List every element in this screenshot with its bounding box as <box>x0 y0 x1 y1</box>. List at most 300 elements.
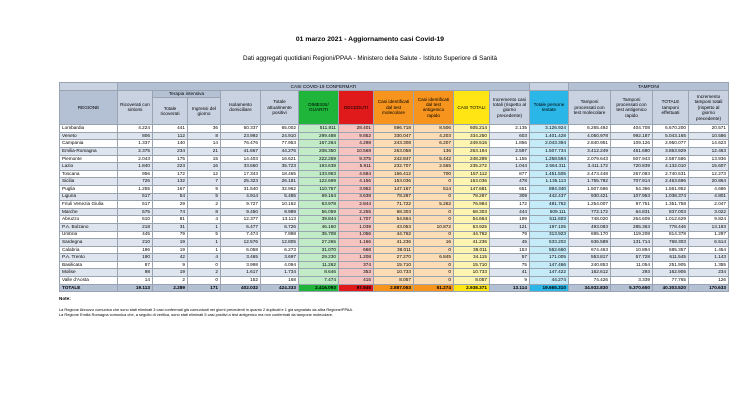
value-cell: 10.733 <box>454 269 490 277</box>
header-casi-molecolare: Casi identificati dal test molecolare <box>374 90 414 125</box>
value-cell: 481.762 <box>530 201 569 209</box>
value-cell: 1.755.782 <box>569 178 611 186</box>
value-cell: 514 <box>414 185 454 193</box>
region-cell: Sardegna <box>60 239 118 247</box>
table-row <box>60 208 729 216</box>
value-cell: 81 <box>153 216 188 224</box>
value-cell: 79 <box>153 231 188 239</box>
value-cell: 5 <box>188 231 221 239</box>
value-cell: 2.950.077 <box>653 140 689 148</box>
region-cell: Umbria <box>60 231 118 239</box>
value-cell: 16 <box>414 239 454 247</box>
value-cell: 2.887.053 <box>374 284 414 292</box>
value-cell: 35.723 <box>261 163 299 171</box>
value-cell: 2 <box>188 269 221 277</box>
value-cell: 19 <box>153 239 188 247</box>
value-cell: 15 <box>188 155 221 163</box>
header-attualmente-positivi: Totale attualmente positivi <box>261 90 299 125</box>
value-cell: 2.043 <box>118 155 153 163</box>
value-cell: 17.343 <box>221 170 261 178</box>
value-cell: 54.366 <box>611 185 653 193</box>
value-cell: 197.105 <box>530 223 569 231</box>
value-cell: 2.463.696 <box>653 178 689 186</box>
value-cell: 136 <box>414 147 454 155</box>
value-cell: 44.762 <box>454 231 490 239</box>
header-casi-confermati: CASI COVID-19 CONFERMATI <box>118 83 530 91</box>
value-cell: 0 <box>414 277 454 285</box>
value-cell: 334.250 <box>454 132 490 140</box>
value-cell: 3.339 <box>611 277 653 285</box>
value-cell: 6.845 <box>414 254 454 262</box>
value-cell: 517 <box>118 201 153 209</box>
region-cell: Lombardia <box>60 125 118 133</box>
table-row <box>60 254 729 262</box>
value-cell: 267.083 <box>611 170 653 178</box>
value-cell: 726 <box>118 178 153 186</box>
value-cell: 5.911 <box>339 163 374 171</box>
value-cell: 1.561.952 <box>653 185 689 193</box>
header-regione: REGIONE <box>60 90 118 125</box>
region-cell: Lazio <box>60 163 118 171</box>
value-cell: 32.962 <box>261 185 299 193</box>
value-cell: 424.333 <box>261 284 299 292</box>
value-cell: 12.273 <box>689 170 729 178</box>
header-casi-antigenico: Casi identificati dal test antigenico rapido <box>414 90 454 125</box>
value-cell: 1.143 <box>689 254 729 262</box>
value-cell: 44.274 <box>530 277 569 285</box>
value-cell: 451.680 <box>611 147 653 155</box>
region-cell: Veneto <box>60 132 118 140</box>
value-cell: 4.686 <box>689 185 729 193</box>
value-cell: 1.039 <box>339 223 374 231</box>
value-cell: 8.506 <box>414 125 454 133</box>
value-cell: 415 <box>339 277 374 285</box>
value-cell: 14 <box>188 140 221 148</box>
value-cell: 3.411.172 <box>569 163 611 171</box>
value-cell: 76.476 <box>221 140 261 148</box>
value-cell: 41 <box>490 269 530 277</box>
value-cell: 444 <box>490 208 530 216</box>
value-cell: 1 <box>188 246 221 254</box>
value-cell: 10.733 <box>374 269 414 277</box>
value-cell: 0 <box>414 269 454 277</box>
value-cell: 0 <box>188 261 221 269</box>
table-row <box>60 231 729 239</box>
value-cell: 1.155 <box>490 155 530 163</box>
value-cell: 2.255 <box>339 208 374 216</box>
value-cell: 147.422 <box>530 269 569 277</box>
value-cell: 78.287 <box>374 193 414 201</box>
value-cell: 0 <box>414 246 454 254</box>
value-cell: 685.357 <box>653 246 689 254</box>
value-cell: 2.375 <box>118 147 153 155</box>
value-cell: 2.564.311 <box>530 163 569 171</box>
value-cell: 1.734 <box>261 269 299 277</box>
value-cell: 9 <box>153 261 188 269</box>
value-cell: 196 <box>118 246 153 254</box>
value-cell: 132 <box>153 178 188 186</box>
value-cell: 651 <box>490 185 530 193</box>
value-cell: 1.135.113 <box>530 178 569 186</box>
value-cell: 3.952 <box>339 185 374 193</box>
value-cell: 53.925 <box>454 223 490 231</box>
value-cell: 2.840.951 <box>569 140 611 148</box>
value-cell: 5.370.650 <box>611 284 653 292</box>
value-cell: 9 <box>188 185 221 193</box>
value-cell: 40.303.520 <box>653 284 689 292</box>
value-cell: 20.571 <box>689 125 729 133</box>
value-cell: 208.350 <box>299 147 339 155</box>
region-cell: P.A. Bolzano <box>60 223 118 231</box>
value-cell: 10.872 <box>414 223 454 231</box>
value-cell: 27.270 <box>374 254 414 262</box>
notes-title: Note: <box>59 296 71 301</box>
value-cell: 75 <box>490 261 530 269</box>
value-cell: 87 <box>118 261 153 269</box>
value-cell: 3.465 <box>221 254 261 262</box>
value-cell: 511.603 <box>530 216 569 224</box>
value-cell: 31.540 <box>221 185 261 193</box>
region-cell: Molise <box>60 269 118 277</box>
value-cell: 4.801 <box>689 193 729 201</box>
value-cell: 162.905 <box>653 269 689 277</box>
value-cell: 6.726 <box>261 223 299 231</box>
value-cell: 636.589 <box>569 239 611 247</box>
value-cell: 112 <box>153 132 188 140</box>
value-cell: 97.751 <box>611 201 653 209</box>
region-cell: Piemonte <box>60 155 118 163</box>
value-cell: 2.587.586 <box>653 155 689 163</box>
value-cell: 493.083 <box>569 223 611 231</box>
header-ricoverati: Ricoverati con sintomi <box>118 90 153 125</box>
region-cell: Liguria <box>60 193 118 201</box>
value-cell: 13.114 <box>490 284 530 292</box>
value-cell: 707.914 <box>611 178 653 186</box>
value-cell: 1.507.586 <box>569 185 611 193</box>
value-cell: 33.660 <box>221 163 261 171</box>
value-cell: 119.208 <box>611 231 653 239</box>
value-cell: 0 <box>188 277 221 285</box>
table-row <box>60 185 729 193</box>
value-cell: 6.207 <box>414 140 454 148</box>
value-cell: 78.287 <box>454 193 490 201</box>
value-cell: 553.817 <box>569 254 611 262</box>
value-cell: 25.323 <box>221 178 261 186</box>
value-cell: 147.466 <box>530 261 569 269</box>
value-cell: 4.298 <box>339 140 374 148</box>
value-cell: 2.289 <box>153 284 188 292</box>
value-cell: 674.463 <box>569 246 611 254</box>
value-cell: 552.660 <box>530 246 569 254</box>
value-cell: 31 <box>153 223 188 231</box>
value-cell: 8.646 <box>299 269 339 277</box>
value-cell: 748.020 <box>569 216 611 224</box>
value-cell: 147.167 <box>374 185 414 193</box>
value-cell: 77.765 <box>653 277 689 285</box>
value-cell: 2 <box>188 201 221 209</box>
value-cell: 7.474 <box>299 277 339 285</box>
value-cell: 0 <box>414 216 454 224</box>
value-cell: 2.043.394 <box>530 140 569 148</box>
value-cell: 248.289 <box>454 155 490 163</box>
value-cell: 5.043.165 <box>653 132 689 140</box>
value-cell: 193.638 <box>299 163 339 171</box>
value-cell: 234 <box>689 269 729 277</box>
value-cell: 1.401.428 <box>530 132 569 140</box>
value-cell: 20.864 <box>689 178 729 186</box>
value-cell: 7.474 <box>221 231 261 239</box>
value-cell: 511.811 <box>299 125 339 133</box>
value-cell: 9.852 <box>339 132 374 140</box>
value-cell: 2.565 <box>414 163 454 171</box>
value-cell: 10.568 <box>339 147 374 155</box>
value-cell: 611.545 <box>653 254 689 262</box>
value-cell: 1.351.758 <box>653 201 689 209</box>
value-cell: 122.699 <box>299 178 339 186</box>
value-cell: 0 <box>414 261 454 269</box>
value-cell: 509.111 <box>530 208 569 216</box>
header-empty <box>530 83 569 91</box>
value-cell: 3.998 <box>221 261 261 269</box>
value-cell: 77.953 <box>261 140 299 148</box>
value-cell: 24.910 <box>261 132 299 140</box>
value-cell: 12.377 <box>221 216 261 224</box>
value-cell: 28.401 <box>339 125 374 133</box>
region-cell: Sicilia <box>60 178 118 186</box>
value-cell: 10.162 <box>261 201 299 209</box>
header-persone-testate: Totale persone testate <box>530 90 569 125</box>
value-cell: 353 <box>339 269 374 277</box>
value-cell: 16 <box>188 163 221 171</box>
header-incremento-casi: Incremento casi totali (rispetto al giorno precedente) <box>490 90 530 125</box>
value-cell: 9.727 <box>221 201 261 209</box>
value-cell: 772.172 <box>569 208 611 216</box>
value-cell: 3.863.929 <box>653 147 689 155</box>
value-cell: 64.831 <box>611 208 653 216</box>
value-cell: 162.612 <box>569 269 611 277</box>
value-cell: 167 <box>153 185 188 193</box>
value-cell: 140 <box>153 140 188 148</box>
table-row <box>60 147 729 155</box>
region-cell: Abruzzo <box>60 216 118 224</box>
value-cell: 15.710 <box>374 261 414 269</box>
value-cell: 152 <box>221 277 261 285</box>
value-cell: 0 <box>414 193 454 201</box>
value-cell: 13.113 <box>261 216 299 224</box>
value-cell: 29 <box>153 201 188 209</box>
region-cell: P.A. Trento <box>60 254 118 262</box>
value-cell: 2.844 <box>339 201 374 209</box>
table-body <box>60 125 729 292</box>
value-cell: 1.707 <box>339 216 374 224</box>
value-cell: 153.036 <box>454 178 490 186</box>
value-cell: 218 <box>118 223 153 231</box>
value-cell: 74 <box>153 208 188 216</box>
page-title: 01 marzo 2021 - Aggiornamento casi Covid-19 <box>295 36 445 43</box>
value-cell: 263.058 <box>374 147 414 155</box>
value-cell: 603 <box>490 132 530 140</box>
value-cell: 121 <box>490 223 530 231</box>
value-cell: 5.442 <box>414 155 454 163</box>
value-cell: 13.936 <box>689 155 729 163</box>
value-cell: 190 <box>118 254 153 262</box>
value-cell: 404.708 <box>611 125 653 133</box>
value-cell: 9.375 <box>339 155 374 163</box>
value-cell: 0 <box>414 178 454 186</box>
value-cell: 2.473.448 <box>569 170 611 178</box>
value-cell: 210 <box>118 239 153 247</box>
value-cell: 1.208 <box>339 254 374 262</box>
value-cell: 768.303 <box>653 239 689 247</box>
value-cell: 3.126.924 <box>530 125 569 133</box>
value-cell: 31.070 <box>299 246 339 254</box>
value-cell: 4.094 <box>261 261 299 269</box>
value-cell: 79 <box>490 231 530 239</box>
value-cell: 1.297 <box>689 231 729 239</box>
region-cell: Marche <box>60 208 118 216</box>
value-cell: 223 <box>153 163 188 171</box>
value-cell: 814.378 <box>653 231 689 239</box>
value-cell: 4.914 <box>221 193 261 201</box>
value-cell: 2.135 <box>490 125 530 133</box>
value-cell: 242.847 <box>374 155 414 163</box>
table-row <box>60 269 729 277</box>
value-cell: 41.236 <box>374 239 414 247</box>
value-cell: 243.308 <box>374 140 414 148</box>
value-cell: 14 <box>118 277 153 285</box>
value-cell: 57.728 <box>611 254 653 262</box>
table-row <box>60 163 729 171</box>
value-cell: 10.894 <box>611 246 653 254</box>
header-casi-totali: CASI TOTALI <box>454 90 490 125</box>
value-cell: 153.036 <box>374 178 414 186</box>
value-cell: 8.057 <box>454 277 490 285</box>
value-cell: 71.722 <box>374 201 414 209</box>
value-cell: 7.998 <box>261 231 299 239</box>
value-cell: 110.767 <box>299 185 339 193</box>
value-cell: 41.236 <box>454 239 490 247</box>
value-cell: 14.403 <box>221 155 261 163</box>
value-cell: 157.112 <box>454 170 490 178</box>
table-row <box>60 223 729 231</box>
value-cell: 2.079.643 <box>569 155 611 163</box>
value-cell: 63.978 <box>299 201 339 209</box>
value-cell: 235.272 <box>454 163 490 171</box>
value-cell: 402.032 <box>221 284 261 292</box>
header-tamponi-molecolare: Tamponi processati con test molecolare <box>569 90 611 125</box>
value-cell: 39.844 <box>299 216 339 224</box>
region-cell: Calabria <box>60 246 118 254</box>
value-cell: 8 <box>188 208 221 216</box>
value-cell: 2.047 <box>689 201 729 209</box>
value-cell: 131.714 <box>611 239 653 247</box>
region-cell: Toscana <box>60 170 118 178</box>
value-cell: 441 <box>153 125 188 133</box>
value-cell: 956 <box>118 170 153 178</box>
note-line: La Regione Abruzzo comunica che sono stati eliminati 3 casi confermati già comunicati nei giorni precedenti in quanto 2 duplicati e 1 già segnalato da altra Regione/PPAA. <box>59 307 354 313</box>
value-cell: 1.038.374 <box>653 193 689 201</box>
value-cell: 222.259 <box>299 155 339 163</box>
table-row <box>60 132 729 140</box>
value-cell: 10.586 <box>689 132 729 140</box>
value-cell: 109.126 <box>611 140 653 148</box>
value-cell: 4.050.978 <box>569 132 611 140</box>
value-cell: 1.617 <box>221 269 261 277</box>
value-cell: 3.022 <box>689 208 729 216</box>
value-cell: 4.132.010 <box>653 163 689 171</box>
value-cell: 156.412 <box>374 170 414 178</box>
header-terapia-intensiva: Terapia intensiva <box>153 90 221 98</box>
region-cell: Friuli Venezia Giulia <box>60 201 118 209</box>
value-cell: 517 <box>118 193 153 201</box>
header-tamponi-totali: TOTALE tamponi effettuati <box>653 90 689 125</box>
value-cell: 700 <box>414 170 454 178</box>
value-cell: 293 <box>611 269 653 277</box>
value-cell: 6.477 <box>221 223 261 231</box>
notes <box>59 296 659 318</box>
value-cell: 6.058 <box>221 246 261 254</box>
value-cell: 12.463 <box>689 147 729 155</box>
header-incremento-tamponi: Incremento tamponi totali (rispetto al giorno precedente) <box>689 90 729 125</box>
value-cell: 11.054 <box>611 261 653 269</box>
value-cell: 264.609 <box>611 216 653 224</box>
value-cell: 232.707 <box>374 163 414 171</box>
value-cell: 54.664 <box>454 216 490 224</box>
value-cell: 11.262 <box>299 261 339 269</box>
region-cell: Valle d'Aosta <box>60 277 118 285</box>
value-cell: 9.450 <box>221 208 261 216</box>
value-cell: 56.059 <box>299 208 339 216</box>
value-cell: 54.664 <box>374 216 414 224</box>
value-cell: 42 <box>153 254 188 262</box>
value-cell: 4.203 <box>414 132 454 140</box>
region-cell: TOTALE <box>60 284 118 292</box>
value-cell: 877 <box>490 170 530 178</box>
covid-data-table <box>59 82 729 292</box>
value-cell: 126 <box>689 277 729 285</box>
value-cell: 29.230 <box>299 254 339 262</box>
value-cell: 19 <box>153 269 188 277</box>
value-cell: 51.274 <box>414 284 454 292</box>
value-cell: 168 <box>261 277 299 285</box>
value-cell: 45 <box>490 239 530 247</box>
value-cell: 2.938.371 <box>454 284 490 292</box>
value-cell: 1.258.594 <box>530 155 569 163</box>
value-cell: 46.160 <box>299 223 339 231</box>
value-cell: 107.953 <box>611 193 653 201</box>
value-cell: 240.853 <box>569 261 611 269</box>
value-cell: 5.485 <box>261 193 299 201</box>
header-ingressi-giorno: Ingressi del giorno <box>188 98 221 125</box>
value-cell: 330.047 <box>374 132 414 140</box>
value-cell: 69.164 <box>299 193 339 201</box>
page-subtitle: Dati aggregati quotidiani Regioni/PPAA - Ministero della Salute - Istituto Superiore di Sanità <box>243 55 497 62</box>
value-cell: 26.181 <box>261 178 299 186</box>
table-row <box>60 155 729 163</box>
value-cell: 1 <box>188 239 221 247</box>
value-cell: 1.044 <box>490 163 530 171</box>
value-cell: 1.856 <box>490 140 530 148</box>
value-cell: 16.621 <box>261 155 299 163</box>
value-cell: 15.607 <box>689 163 729 171</box>
value-cell: 98 <box>118 269 153 277</box>
region-cell: Emilia-Romagna <box>60 147 118 155</box>
region-cell: Puglia <box>60 185 118 193</box>
value-cell: 1.337 <box>118 140 153 148</box>
value-cell: 478 <box>490 178 530 186</box>
value-cell: 199 <box>490 216 530 224</box>
value-cell: 133.963 <box>299 170 339 178</box>
